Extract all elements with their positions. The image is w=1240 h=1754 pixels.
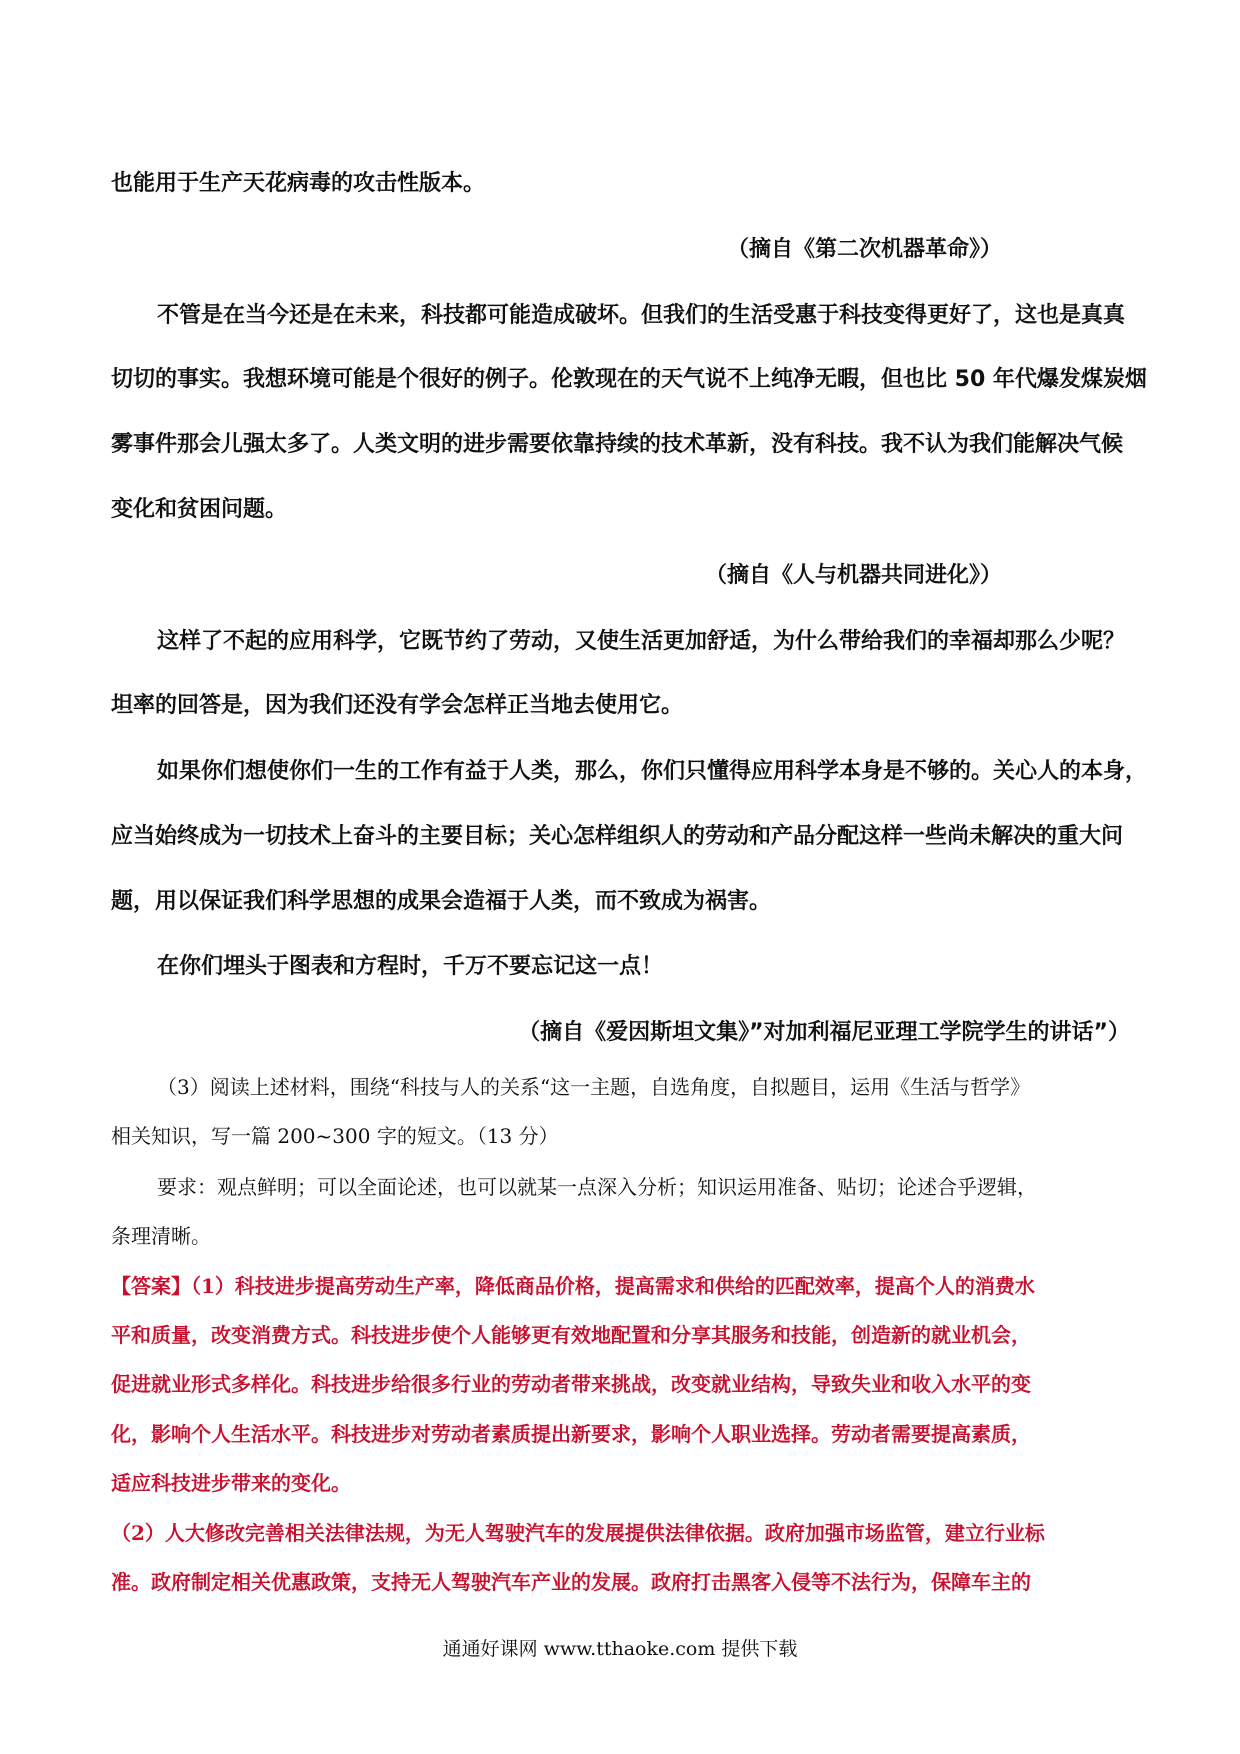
answer-text: （1）科技进步提高劳动生产率，降低商品价格，提高需求和供给的匹配效率，提高个人的消费水 — [191, 1274, 1035, 1298]
body-line: 不管是在当今还是在未来，科技都可能造成破坏。但我们的生活受惠于科技变得更好了，这也是真真 — [157, 303, 1126, 328]
body-line: 在你们埋头于图表和方程时，千万不要忘记这一点！ — [157, 954, 664, 979]
body-line: 题，用以保证我们科学思想的成果会造福于人类，而不致成为祸害。 — [111, 889, 772, 914]
body-line: 应当始终成为一切技术上奋斗的主要目标；关心怎样组织人的劳动和产品分配这样一些尚未解决的重大问 — [111, 824, 1124, 849]
body-line: 切切的事实。我想环境可能是个很好的例子。伦敦现在的天气说不上纯净无暇，但也比 50 年代爆发煤炭烟 — [111, 367, 1147, 392]
body-line: 变化和贫困问题。 — [111, 497, 288, 522]
source-citation: （摘自《人与机器共同进化》） — [704, 563, 1002, 588]
answer-line: 准。政府制定相关优惠政策，支持无人驾驶汽车产业的发展。政府打击黑客入侵等不法行为，保障车主的 — [111, 1570, 1031, 1594]
answer-line: （2）人大修改完善相关法律法规，为无人驾驶汽车的发展提供法律依据。政府加强市场监管，建立行业标 — [111, 1521, 1045, 1545]
source-citation: （摘自《爱因斯坦文集》”对加利福尼亚理工学院学生的讲话”） — [518, 1020, 1130, 1045]
question-line: 相关知识，写一篇 200~300 字的短文。（13 分） — [111, 1124, 559, 1148]
answer-line: 促进就业形式多样化。科技进步给很多行业的劳动者带来挑战，改变就业结构，导致失业和收入水平的变 — [111, 1372, 1031, 1396]
body-line: 坦率的回答是，因为我们还没有学会怎样正当地去使用它。 — [111, 693, 684, 718]
requirement-line: 要求：观点鲜明；可以全面论述，也可以就某一点深入分析；知识运用准备、贴切；论述合乎逻辑， — [157, 1175, 1037, 1199]
answer-line: 适应科技进步带来的变化。 — [111, 1471, 351, 1495]
answer-line — [111, 1270, 1035, 1299]
answer-line: 化，影响个人生活水平。科技进步对劳动者素质提出新要求，影响个人职业选择。劳动者需要提高素质， — [111, 1422, 1031, 1446]
source-citation: （摘自《第二次机器革命》） — [726, 237, 1002, 262]
page-footer: 通通好课网 www.tthaoke.com 提供下载 — [442, 1638, 798, 1660]
answer-line: 平和质量，改变消费方式。科技进步使个人能够更有效地配置和分享其服务和技能，创造新的就业机会， — [111, 1323, 1031, 1347]
body-line: 这样了不起的应用科学，它既节约了劳动，又使生活更加舒适，为什么带给我们的幸福却那么少呢？ — [157, 629, 1126, 654]
requirement-line: 条理清晰。 — [111, 1224, 211, 1248]
body-line: 也能用于生产天花病毒的攻击性版本。 — [111, 171, 486, 196]
body-line: 如果你们想使你们一生的工作有益于人类，那么，你们只懂得应用科学本身是不够的。关心人的本身， — [157, 759, 1148, 784]
question-line: （3）阅读上述材料，围绕“科技与人的关系“这一主题，自选角度，自拟题目，运用《生活与哲学》 — [157, 1075, 1031, 1099]
body-line: 雾事件那会儿强太多了。人类文明的进步需要依靠持续的技术革新，没有科技。我不认为我们能解决气候 — [111, 432, 1124, 457]
answer-label: 【答案】 — [111, 1274, 191, 1298]
